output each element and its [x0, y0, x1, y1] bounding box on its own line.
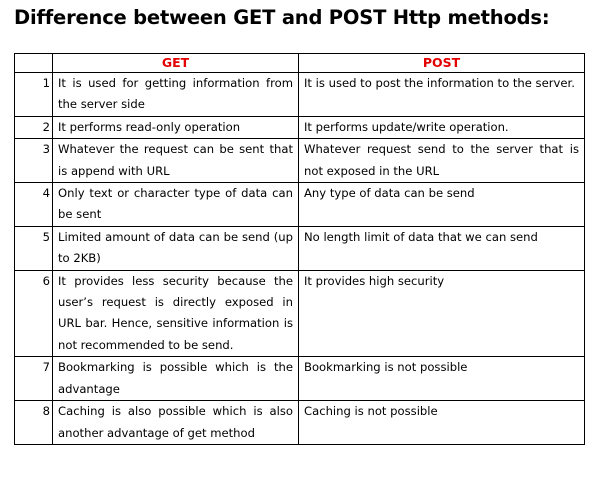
post-cell: It is used to post the information to the server. [299, 73, 585, 117]
table-header-row [15, 54, 585, 73]
table-row [15, 139, 585, 183]
post-cell: Any type of data can be send [299, 183, 585, 227]
get-cell: Caching is also possible which is also another advantage of get method [53, 401, 299, 445]
get-cell: It is used for getting information from the server side [53, 73, 299, 117]
get-cell: Limited amount of data can be send (up to 2KB) [53, 226, 299, 270]
header-number [15, 54, 53, 73]
post-cell: No length limit of data that we can send [299, 226, 585, 270]
get-cell: It provides less security because the user’s request is directly exposed in URL bar. Hence, sensitive information is not recommended to be send. [53, 270, 299, 357]
row-number: 6 [15, 270, 53, 357]
header-post: POST [299, 54, 585, 73]
row-number: 3 [15, 139, 53, 183]
get-cell: Only text or character type of data can be sent [53, 183, 299, 227]
table-row [15, 116, 585, 138]
post-cell: It performs update/write operation. [299, 116, 585, 138]
post-cell: Caching is not possible [299, 401, 585, 445]
post-cell: Whatever request send to the server that is not exposed in the URL [299, 139, 585, 183]
table-row [15, 73, 585, 117]
row-number: 2 [15, 116, 53, 138]
get-cell: It performs read-only operation [53, 116, 299, 138]
table-row [15, 357, 585, 401]
post-cell: Bookmarking is not possible [299, 357, 585, 401]
post-cell: It provides high security [299, 270, 585, 357]
table-row [15, 183, 585, 227]
table-row [15, 270, 585, 357]
table-row [15, 401, 585, 445]
comparison-table [14, 53, 585, 445]
page-title: Difference between GET and POST Http methods: [14, 6, 550, 29]
row-number: 8 [15, 401, 53, 445]
row-number: 5 [15, 226, 53, 270]
row-number: 1 [15, 73, 53, 117]
header-get: GET [53, 54, 299, 73]
row-number: 4 [15, 183, 53, 227]
get-cell: Whatever the request can be sent that is append with URL [53, 139, 299, 183]
table-row [15, 226, 585, 270]
row-number: 7 [15, 357, 53, 401]
get-cell: Bookmarking is possible which is the advantage [53, 357, 299, 401]
